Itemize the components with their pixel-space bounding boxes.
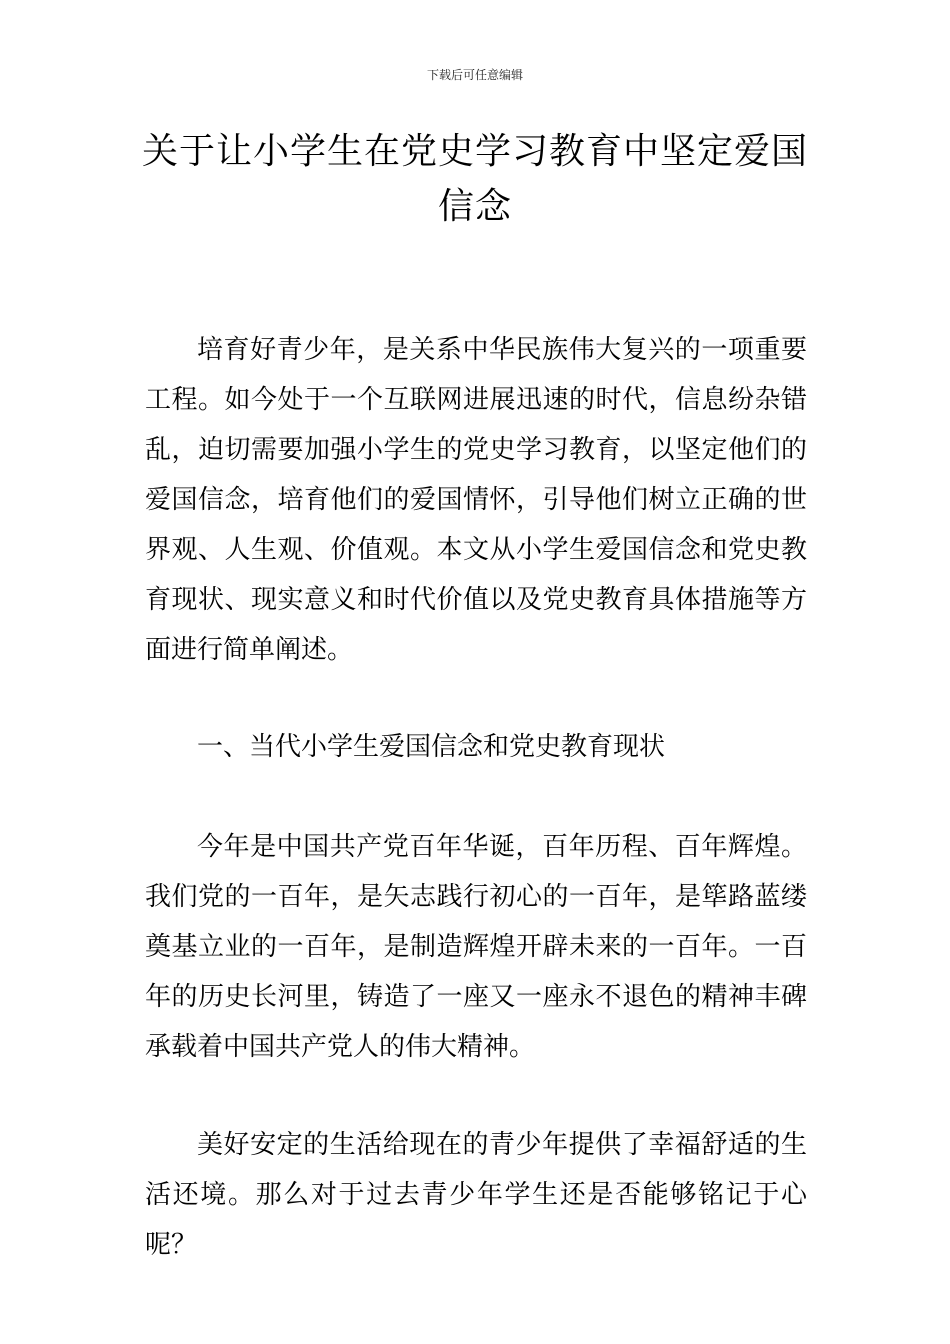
document-title: 关于让小学生在党史学习教育中坚定爱国信念: [141, 131, 808, 227]
paragraph-life: 美好安定的生活给现在的青少年提供了幸福舒适的生活还境。那么对于过去青少年学生还是否能够铭记于心呢？: [145, 1130, 807, 1260]
paragraph-intro: 培育好青少年，是关系中华民族伟大复兴的一项重要工程。如今处于一个互联网进展迅速的时代，信息纷杂错乱，迫切需要加强小学生的党史学习教育，以坚定他们的爱国信念，培育他们的爱国情怀，引导他们树立正确的世界观、人生观、价值观。本文从小学生爱国信念和党史教育现状、现实意义和时代价值以及党史教育具体措施等方面进行简单阐述。: [145, 335, 807, 665]
section-heading: 一、当代小学生爱国信念和党史教育现状: [197, 732, 666, 762]
header-note: 下载后可任意编辑: [426, 68, 523, 82]
paragraph-centenary: 今年是中国共产党百年华诞，百年历程、百年辉煌。我们党的一百年，是矢志践行初心的一百年，是筚路蓝缕奠基立业的一百年，是制造辉煌开辟未来的一百年。一百年的历史长河里，铸造了一座又一座永不退色的精神丰碑承载着中国共产党人的伟大精神。: [145, 832, 807, 1062]
